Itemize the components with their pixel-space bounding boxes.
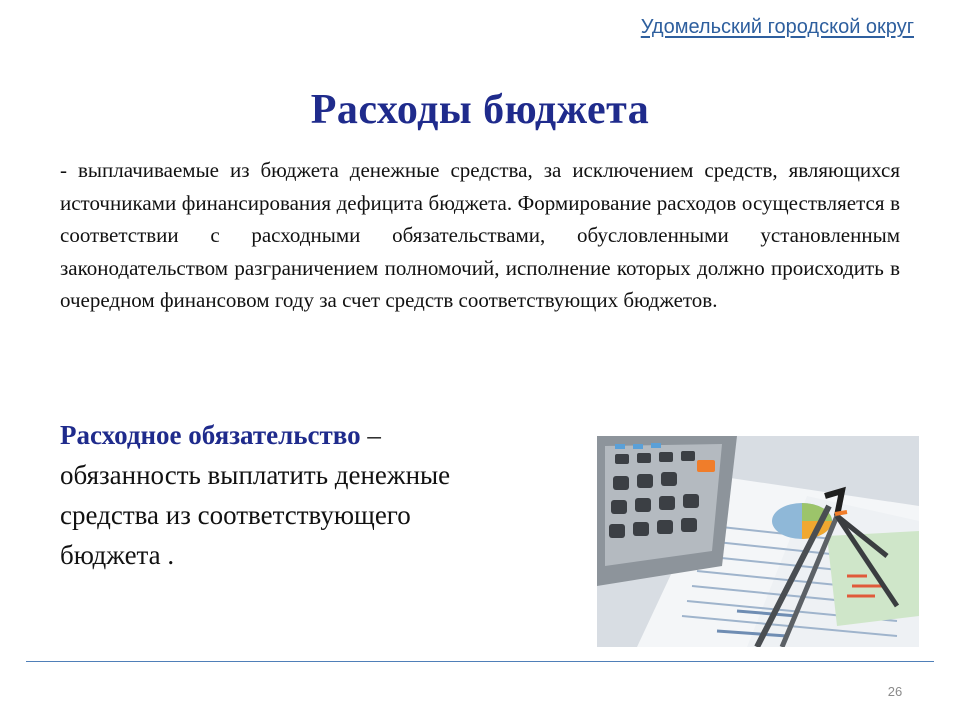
obligation-text: обязанность выплатить денежные средства из соответствующего бюджета .	[60, 460, 451, 570]
obligation-dash: –	[360, 420, 381, 450]
page-number: 26	[887, 684, 903, 699]
budget-photo	[597, 436, 919, 647]
definition-block	[60, 154, 900, 317]
obligation-term: Расходное обязательство	[60, 420, 361, 450]
definition-text: - выплачиваемые из бюджета денежные средства, за исключением средств, являющихся источниками финансирования дефицита бюджета. Формирование расходов осуществляется в соответствии с расходными обязательствами, обусловленными установленным законодательством разграничением полномочий, исполнение которых должно происходить в очередном финансовом году за счет средств соответствующих бюджетов.	[60, 158, 900, 312]
slide-title: Расходы бюджета	[310, 87, 650, 133]
footer-divider	[26, 661, 934, 662]
obligation-block	[60, 415, 490, 575]
org-link[interactable]: Удомельский городской округ	[640, 16, 914, 38]
